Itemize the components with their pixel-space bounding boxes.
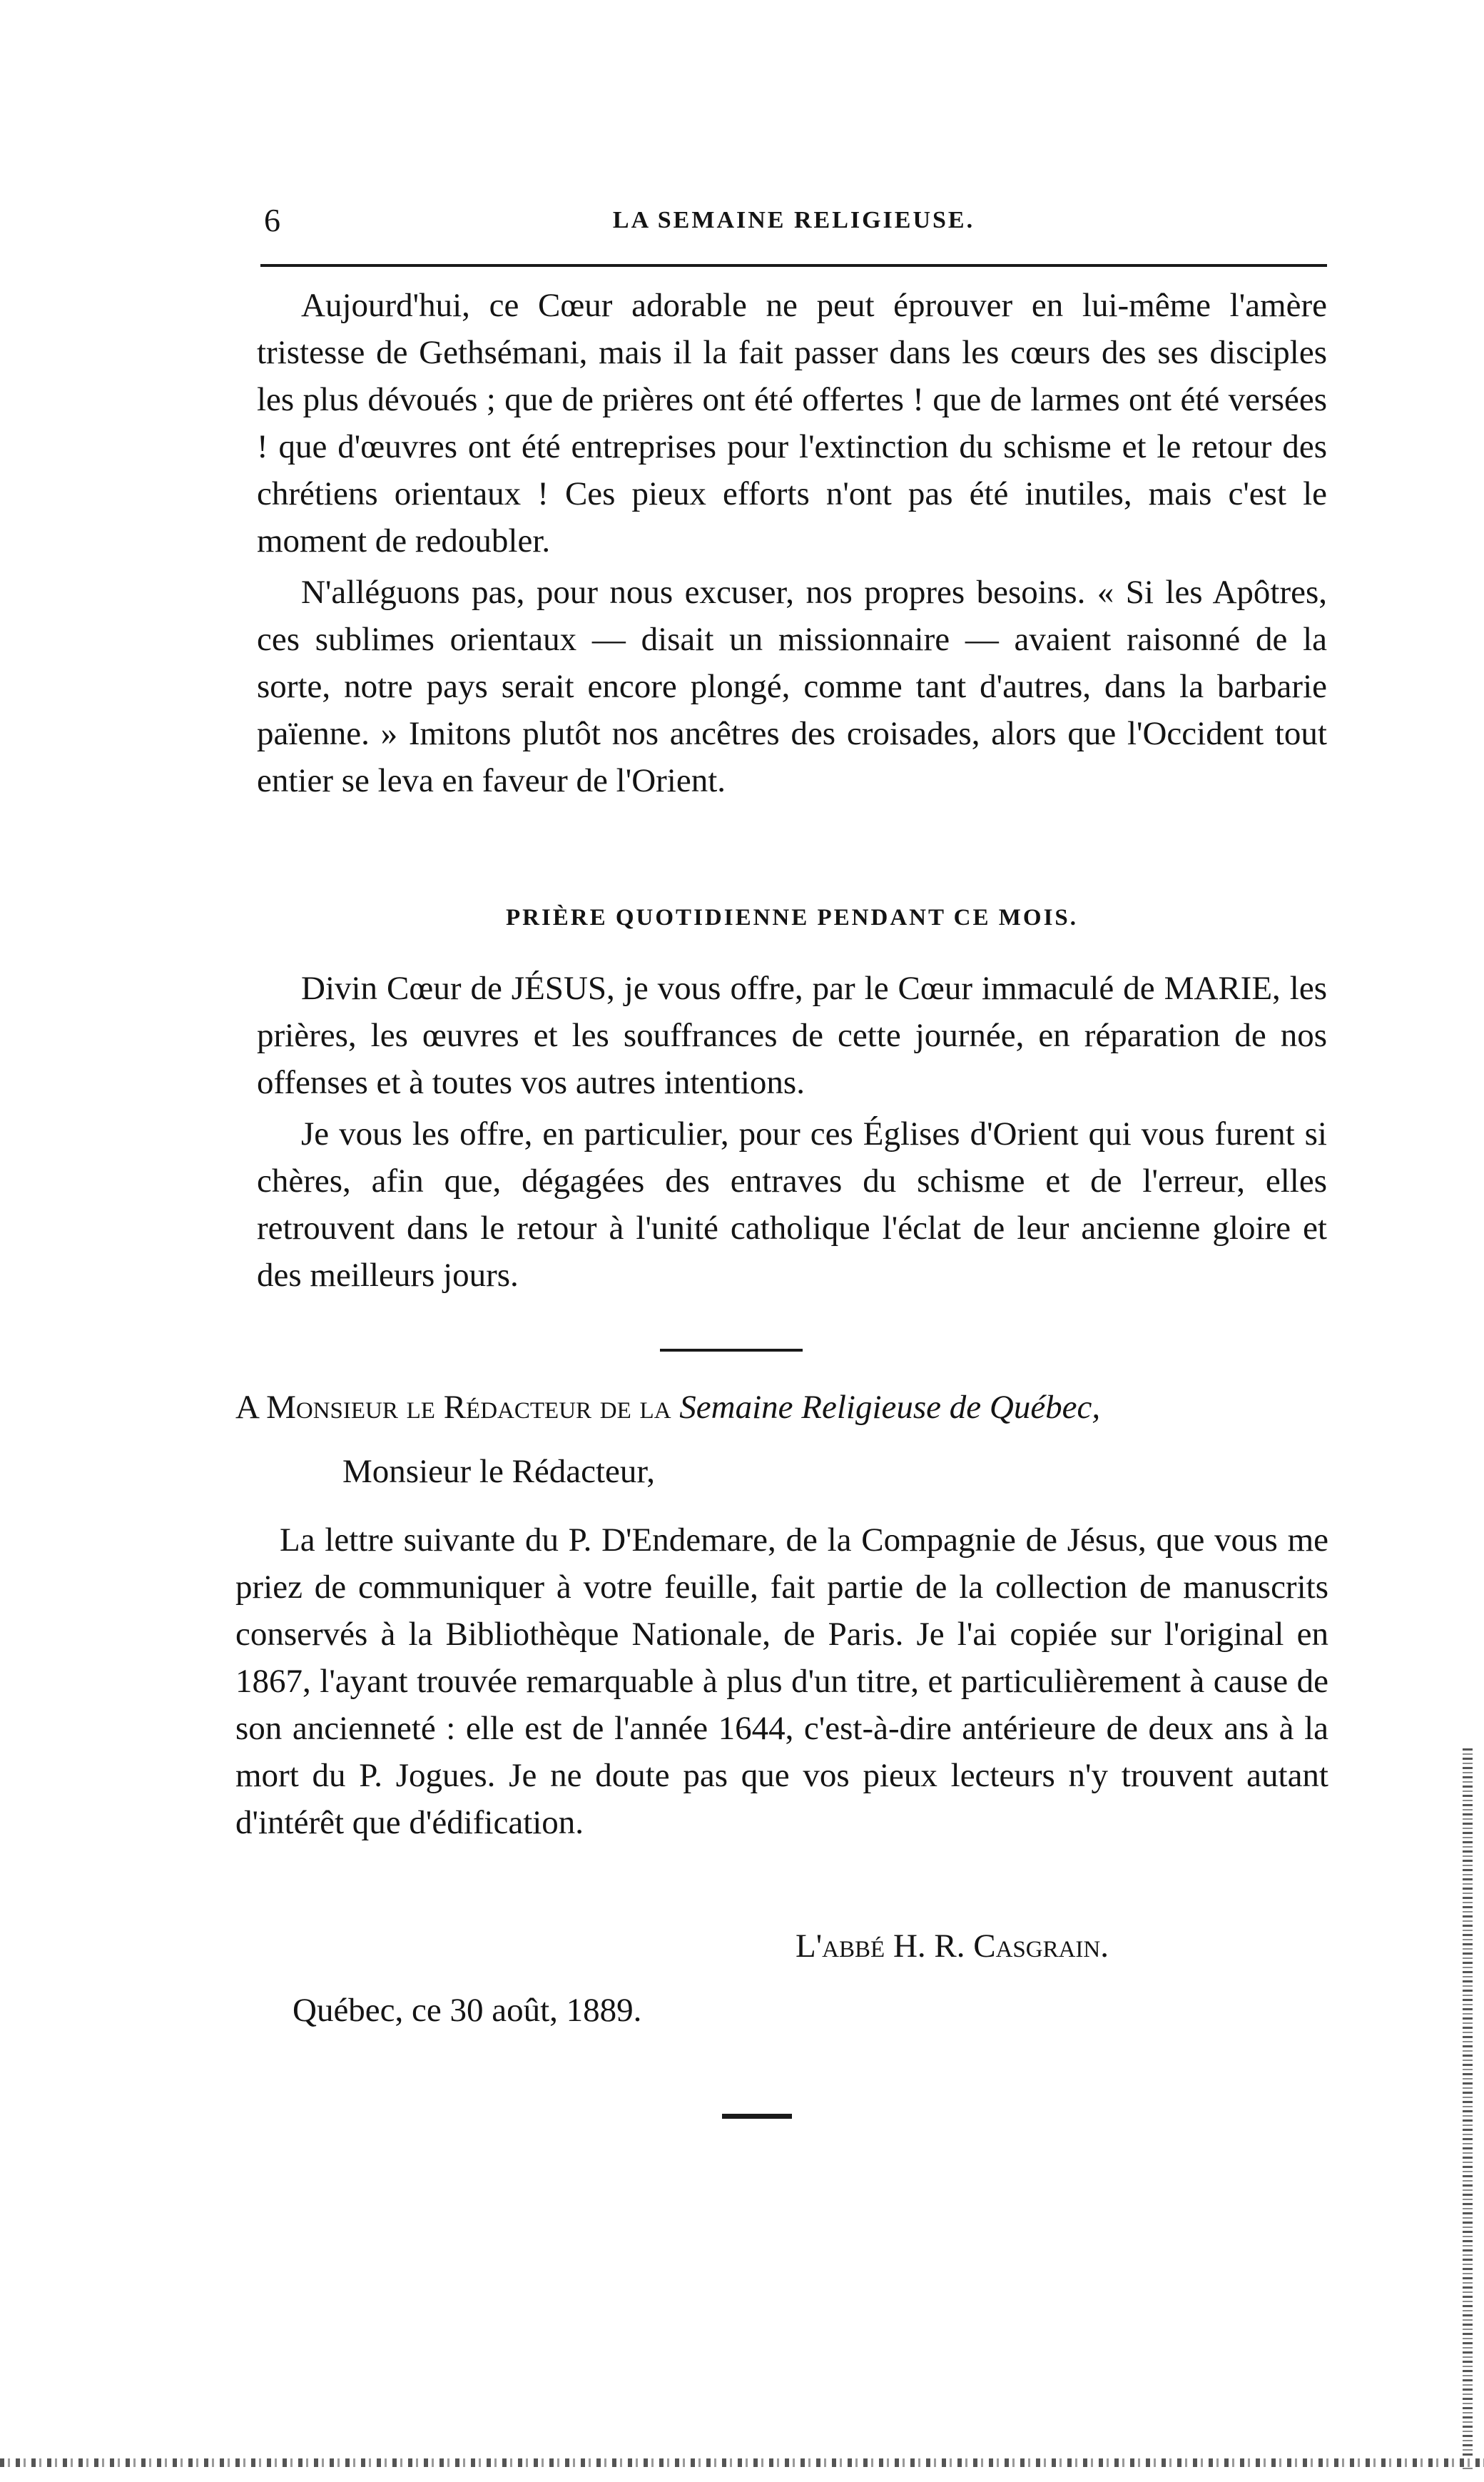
running-head bbox=[260, 201, 1327, 244]
running-title: LA SEMAINE RELIGIEUSE. bbox=[612, 207, 975, 233]
letter-intro bbox=[235, 1516, 1328, 1846]
paragraph: Divin Cœur de JÉSUS, je vous offre, par le Cœur immaculé de MARIE, les prières, les œuvres et les souffrances de cette journée, en réparation de nos offenses et à toutes vos autres intentions. bbox=[257, 970, 1327, 1101]
end-rule bbox=[722, 2114, 792, 2119]
scan-edge-bottom bbox=[0, 2458, 1484, 2467]
signature-text: L'abbé H. R. Casgrain. bbox=[796, 1928, 1109, 1965]
address-publication: Semaine Religieuse de Québec, bbox=[679, 1389, 1101, 1426]
address-prefix: A Monsieur le Rédacteur de la bbox=[235, 1389, 671, 1426]
prayer-text bbox=[257, 965, 1327, 1299]
page-number: 6 bbox=[264, 202, 280, 238]
letter-salutation: Monsieur le Rédacteur, bbox=[342, 1453, 655, 1490]
letter-address bbox=[235, 1388, 1100, 1427]
paragraph: Aujourd'hui, ce Cœur adorable ne peut éprouver en lui-même l'amère tristesse de Gethsémani, mais il la fait passer dans les cœurs des ses disciples les plus dévoués ; que de prières ont été offertes ! que de larmes ont été versées ! que d'œuvres ont été entreprises pour l'extinction du schisme et le retour des chrétiens orientaux ! Ces pieux efforts n'ont pas été inutiles, mais c'est le moment de redoubler. bbox=[257, 287, 1327, 559]
paragraph: Je vous les offre, en particulier, pour ces Églises d'Orient qui vous furent si chères, afin que, dégagées des entraves du schisme et de l'erreur, elles retrouvent dans le retour à l'unité catholique l'éclat de leur ancienne gloire et des meilleurs jours. bbox=[257, 1115, 1327, 1294]
paragraph: N'alléguons pas, pour nous excuser, nos propres besoins. « Si les Apôtres, ces sublimes orientaux — disait un missionnaire — avaient raisonné de la sorte, notre pays serait encore plongé, comme tant d'autres, dans la barbarie païenne. » Imitons plutôt nos ancêtres des croisades, alors que l'Occident tout entier se leva en faveur de l'Orient. bbox=[257, 574, 1327, 799]
section-heading: PRIÈRE QUOTIDIENNE PENDANT CE MOIS. bbox=[505, 905, 1079, 931]
header-rule bbox=[260, 264, 1327, 267]
body-text bbox=[257, 282, 1327, 804]
letter-dateline: Québec, ce 30 août, 1889. bbox=[293, 1992, 642, 2029]
section-divider bbox=[660, 1349, 803, 1352]
letter-signature bbox=[796, 1927, 1109, 1965]
paragraph: La lettre suivante du P. D'Endemare, de la Compagnie de Jésus, que vous me priez de communiquer à votre feuille, fait partie de la collection de manuscrits conservés à la Bibliothèque Nationale, de Paris. Je l'ai copiée sur l'original en 1867, l'ayant trouvée remarquable à plus d'un titre, et particulièrement à cause de son ancienneté : elle est de l'année 1644, c'est-à-dire antérieure de deux ans à la mort du P. Jogues. Je ne doute pas que vos pieux lecteurs n'y trouvent autant d'intérêt que d'édification. bbox=[235, 1521, 1328, 1841]
scan-edge-right bbox=[1463, 1748, 1473, 2469]
